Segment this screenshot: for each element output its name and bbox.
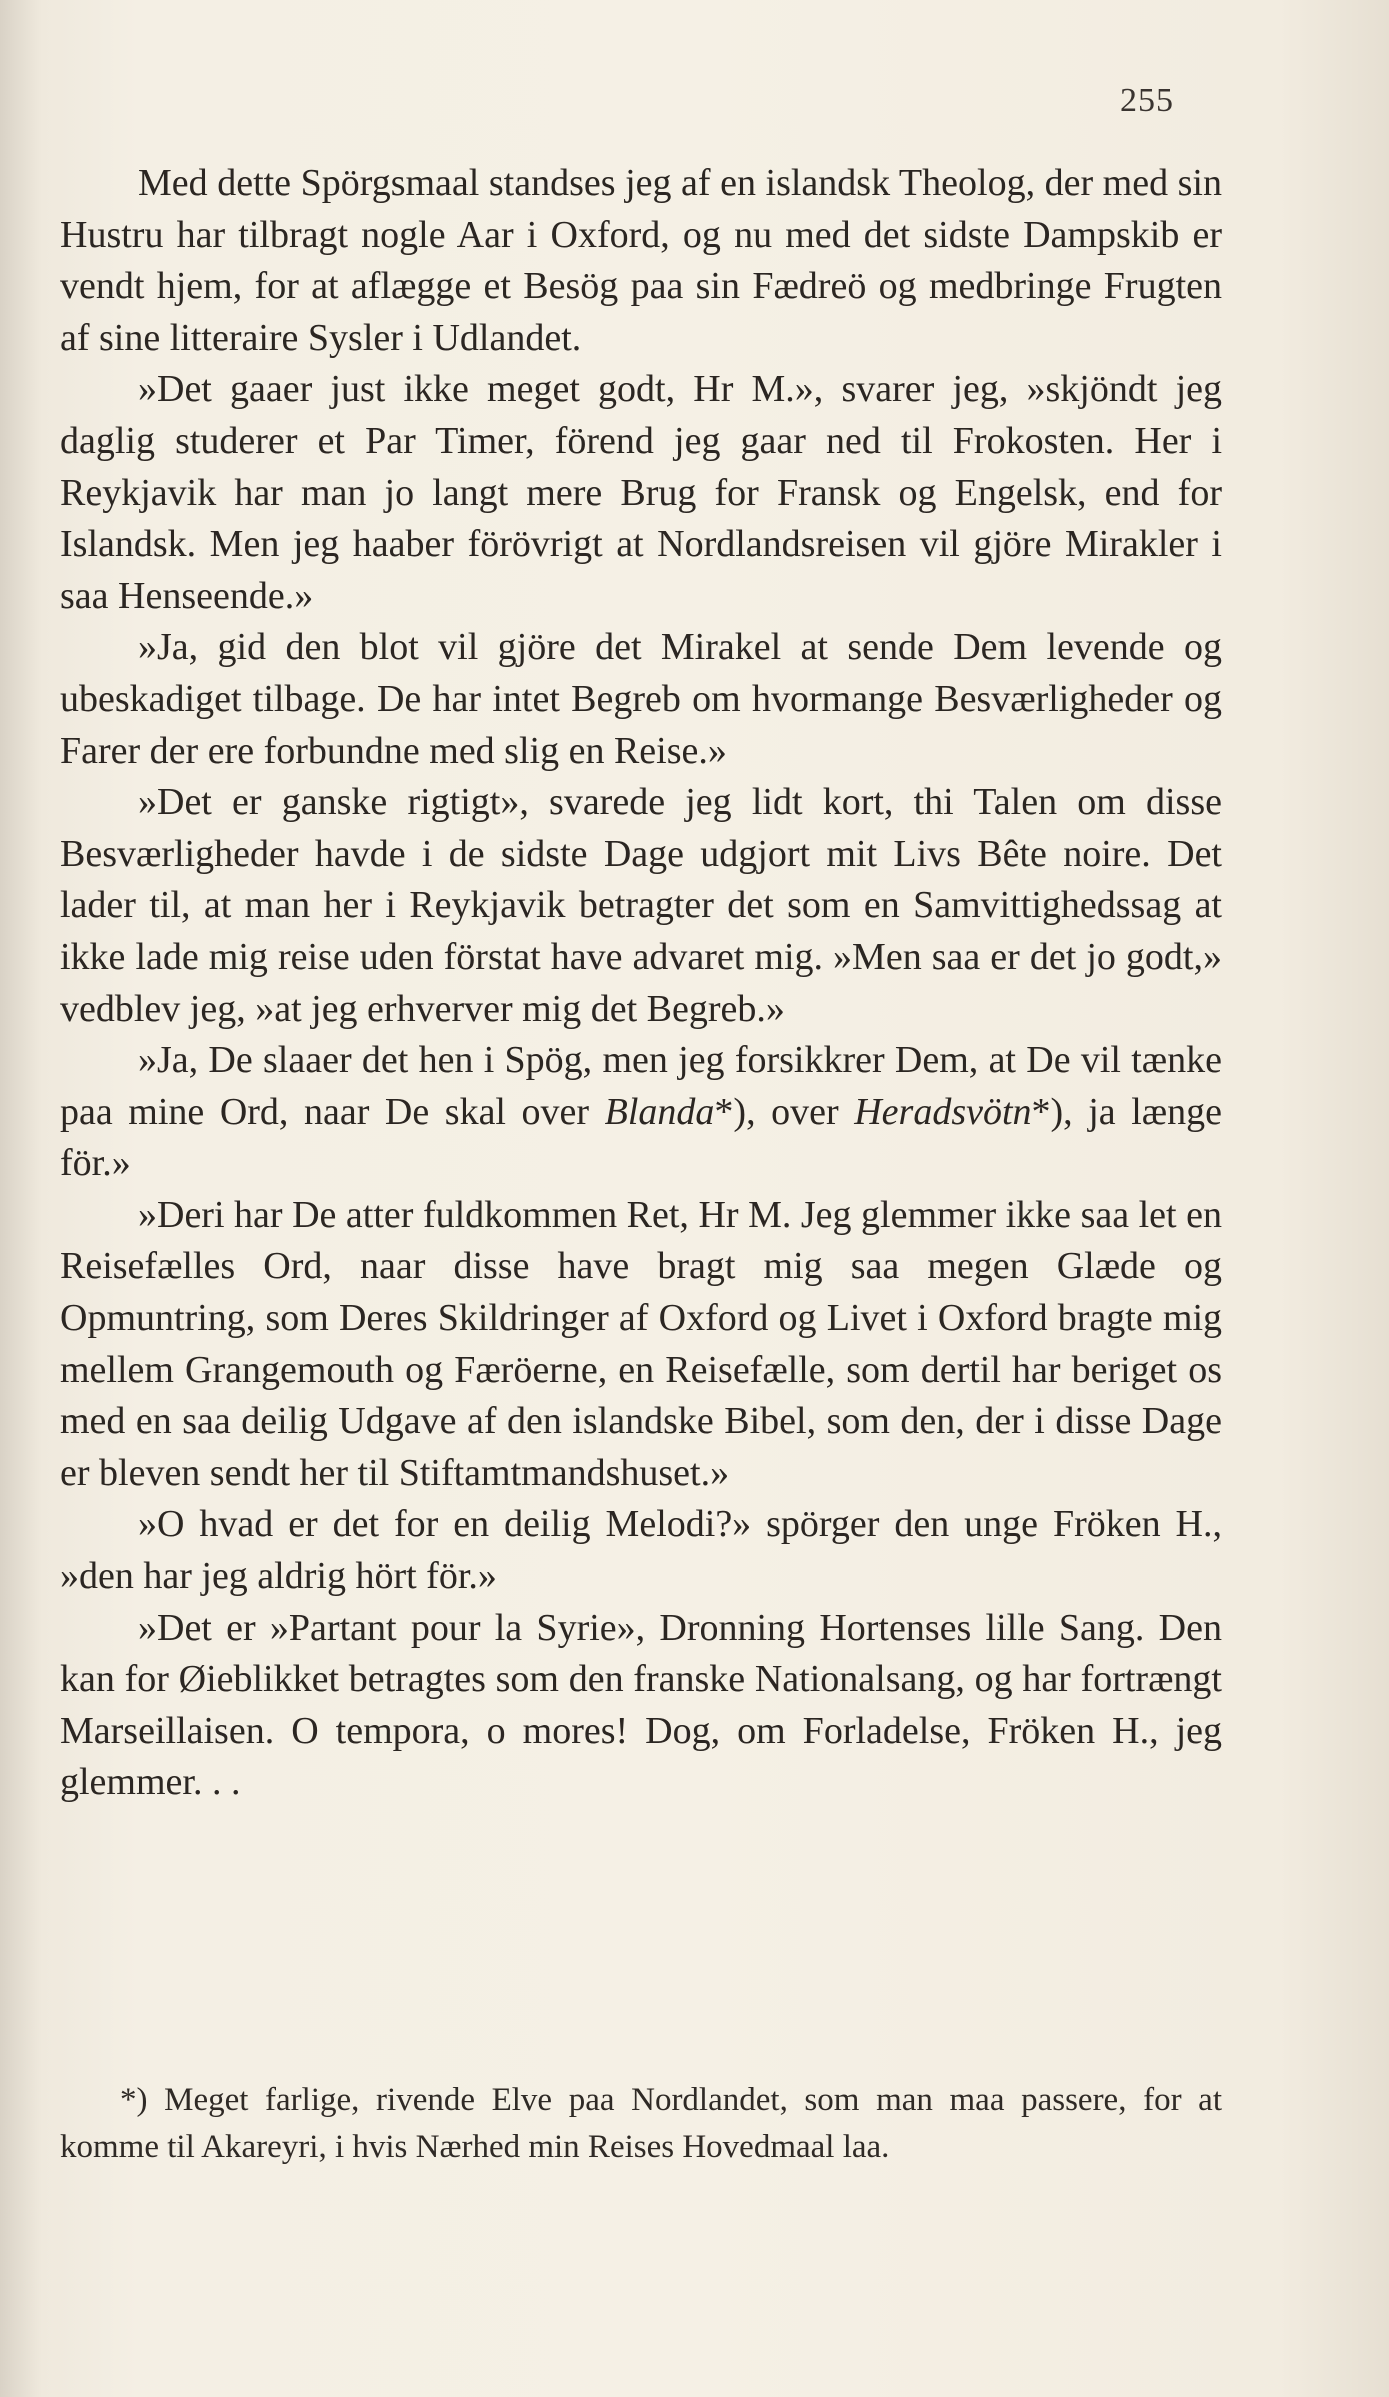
paragraph-6: »Deri har De atter fuldkommen Ret, Hr M. Jeg glemmer ikke saa let en Reisefælles Ord, naar disse have bragt mig saa megen Glæde og Opmuntring, som Deres Skildringer af Oxford og Livet i Oxford bragte mig mellem Grangemouth og Færöerne, en Reisefælle, som dertil har beriget os med en saa deilig Udgave af den islandske Bibel, som den, der i disse Dage er bleven sendt her til Stiftamtmandshuset.»: [60, 1193, 1222, 1494]
paragraph-5: [60, 1035, 1222, 1190]
river-name-heradsvotn: Heradsvötn: [854, 1090, 1032, 1133]
paragraph-8: »Det er »Partant pour la Syrie», Dronning Hortenses lille Sang. Den kan for Øieblikket betragtes som den franske Nationalsang, og har fortrængt Marseillaisen. O tempora, o mores! Dog, om Forladelse, Fröken H., jeg glemmer. . .: [60, 1606, 1222, 1804]
footnote: [60, 2077, 1222, 2171]
paragraph-1: Med dette Spörgsmaal standses jeg af en islandsk Theolog, der med sin Hustru har tilbragt nogle Aar i Oxford, og nu med det sidste Dampskib er vendt hjem, for at aflægge et Besög paa sin Fædreö og medbringe Frugten af sine litteraire Sysler i Udlandet.: [60, 162, 1222, 359]
paragraph-5-text-after: *), ja længe för.»: [60, 1090, 1222, 1185]
river-name-blanda: Blanda: [604, 1090, 715, 1133]
paragraph-5-text-mid: *), over: [714, 1090, 855, 1133]
paragraph-2: »Det gaaer just ikke meget godt, Hr M.», svarer jeg, »skjöndt jeg daglig studerer et Par Timer, förend jeg gaar ned til Frokosten. Her i Reykjavik har man jo langt mere Brug for Fransk og Engelsk, end for Islandsk. Men jeg haaber förövrigt at Nordlandsreisen vil gjöre Mirakler i saa Henseende.»: [60, 368, 1222, 617]
paragraph-7: »O hvad er det for en deilig Melodi?» spörger den unge Fröken H., »den har jeg aldrig hört för.»: [60, 1503, 1222, 1598]
body-text: [60, 158, 1222, 1809]
footnote-text: Meget farlige, rivende Elve paa Nordlandet, som man maa passere, for at komme til Akareyri, i hvis Nærhed min Reises Hovedmaal laa.: [60, 2082, 1222, 2165]
paragraph-3: »Ja, gid den blot vil gjöre det Mirakel at sende Dem levende og ubeskadiget tilbage. De har intet Begreb om hvormange Besværligheder og Farer der ere forbundne med slig en Reise.»: [60, 626, 1222, 772]
paragraph-5-text-before: »Ja, De slaaer det hen i Spög, men jeg forsikkrer Dem, at De vil tænke paa mine Ord, naar De skal over: [60, 1039, 1222, 1133]
paragraph-4: »Det er ganske rigtigt», svarede jeg lidt kort, thi Talen om disse Besværligheder havde i de sidste Dage udgjort mit Livs Bête noire. Det lader til, at man her i Reykjavik betragter det som en Samvittighedssag at ikke lade mig reise uden förstat have advaret mig. »Men saa er det jo godt,» vedblev jeg, »at jeg erhverver mig det Begreb.»: [60, 781, 1222, 1030]
page-number: 255: [1120, 82, 1174, 119]
footnote-marker: *): [120, 2082, 148, 2118]
